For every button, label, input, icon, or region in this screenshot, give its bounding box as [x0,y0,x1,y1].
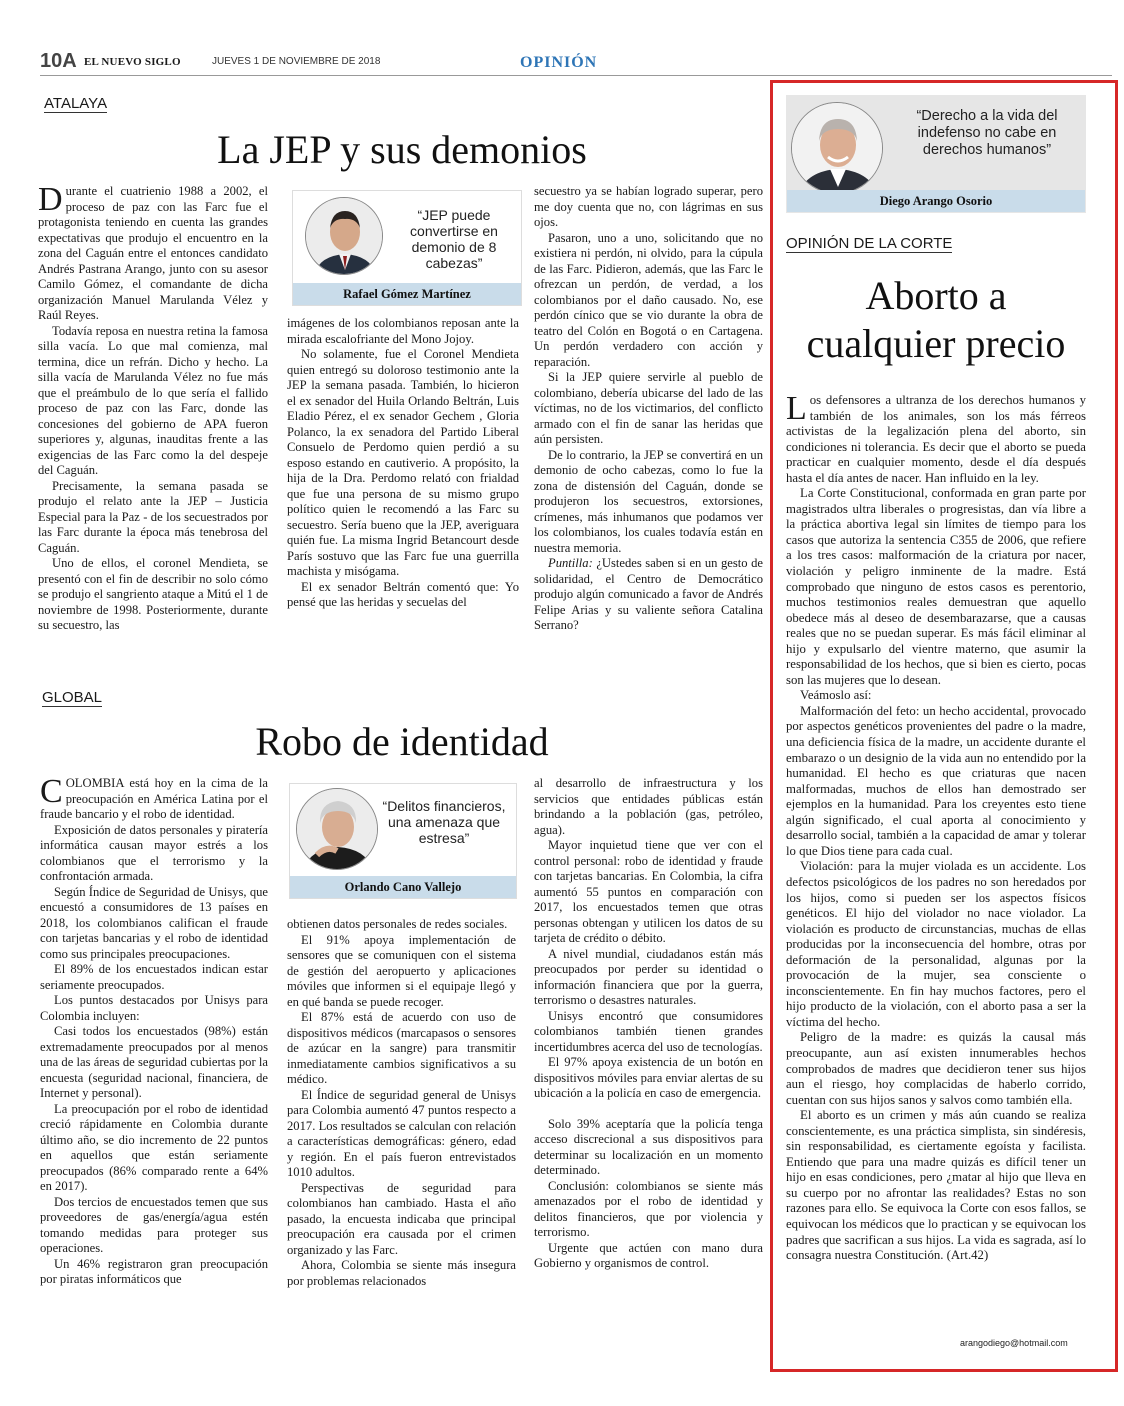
global-col3-p3: A nivel mundial, ciudadanos están más preocupados por perder su identidad o información financiera que por la guerra, terrorismo o desastres naturales. [534,946,763,1007]
atalaya-headline: La JEP y sus demonios [217,127,587,172]
author-photo-gomez [305,197,383,275]
global-column-2 [287,917,516,1289]
corte-author: Diego Arango Osorio [787,190,1085,212]
corte-pull-quote-box [786,95,1086,213]
atalaya-col1-p4: Uno de ellos, el coronel Mendieta, se presentó con el fin de describir no solo cómo se produjo el sangriento ataque a Mitú el 1 de noviembre de 1998. Posteriormente, durante su secuestro, las [38,556,268,632]
atalaya-col2-p2: No solamente, fue el Coronel Mendieta quien entregó su doloroso testimonio ante la JEP la semana pasada. También, lo hicieron el ex senador del Huila Orlando Beltrán, Luis Eladio Pérez, el ex senador Gechem , Gloria Polanco, la ex senadora del Partido Liberal Consuelo de Perdomo quien perdió a su esposo estando en cautiverio. A propósito, la hija de la Dra. Perdomo relató con frialdad que fue una persona de su mismo grupo político quien le recomendó a las Farc su secuestro. Sería bueno que la JEP, averiguara quién fue. La misma Ingrid Betancourt desde París sostuvo que las Farc fue una guerrilla machista y misógama. [287,347,519,578]
section-title: OPINIÓN [520,54,598,71]
global-col3-p5: El 97% apoya existencia de un botón en dispositivos móviles para enviar alertas de su ubicación a la policía en caso de emergencia. [534,1055,763,1100]
global-col2-p1: obtienen datos personales de redes sociales. [287,917,508,931]
corte-headline [780,272,1092,368]
atalaya-col3-p5: ¿Ustedes saben si en un gesto de solidaridad, el Centro de Democrático produjo algún comunicado a favor de Andrés Felipe Arias y su valiente señora Catalina Serrano? [534,556,763,632]
corte-headline-line-1: Aborto a [865,273,1007,318]
global-col1-p8: Dos tercios de encuestados temen que sus proveedores de gas/energía/agua estén tomando medidas para proteger sus operaciones. [40,1194,268,1255]
global-col1-p3: Según Índice de Seguridad de Unisys, que encuestó a consumidores de 13 países en 2018, los colombianos califican el fraude con tarjetas bancarias y el robo de identidad como sus principales preocupaciones. [40,884,268,961]
global-col2-p2: El 91% apoya implementación de sensores que se comuniquen con el sistema de gestión del aeropuerto y aplicaciones móviles que informen si el equipaje llegó y en qué banda se puede recoger. [287,932,516,1009]
atalaya-column-3 [534,184,763,634]
atalaya-col1-p3: Precisamente, la semana pasada se produjo el relato ante la JEP – Justicia Especial para la Paz - de los secuestrados por las Farc durante la época más tenebrosa del Caguán. [38,478,268,555]
global-author: Orlando Cano Vallejo [290,876,516,898]
global-col1-p4: El 89% de los encuestados indican estar seriamente preocupados. [40,962,268,992]
corte-dropcap: L [786,390,807,427]
atalaya-puntilla-label: Puntilla: [548,556,593,570]
global-col3-p4: Unisys encontró que consumidores colombianos también tienen grandes incertidumbres acerca del uso de tecnologías. [534,1008,763,1054]
atalaya-col3-p4: De lo contrario, la JEP se convertirá en un demonio de ocho cabezas, como lo fue la zona de distensión del Caguán, donde se produjeron los secuestros, extorsiones, crímenes, más inhumanos que podamos ver los colombianos, los cuales todavía están en nuestra memoria. [534,447,763,555]
atalaya-column-1 [38,181,268,634]
corte-headline-line-2: cualquier precio [806,321,1066,366]
global-pull-quote-box [289,783,517,899]
corte-p5: Violación: para la mujer violada es un accidente. Los defectos psicológicos de los padres no son heredados por los hijos, como si pueden ser los aspectos físicos genéticos. El hijo del violador no nace violador. La violación es producto de circunstancias, muchas de ellas producidas por la inconsecuencia del hombre, otras por deformación de la personalidad, algunas por la provocación de la mujer, sea consciente o inconscientemente. En fin hay muchos factores, pero el hijo producto de la violación, con el aborto pasa a ser la víctima del hecho. [786,859,1086,1029]
corte-kicker: OPINIÓN DE LA CORTE [786,235,953,252]
corte-p4: Malformación del feto: un hecho accidental, provocado por aspectos genéticos provenientes del padre o la madre, una deficiencia física de la madre, un accidente durante el embarazo o un designio de la vida aun no entendido por la humanidad. El hecho es que criaturas que nacen malformadas, muchos de ellos han demostrado ser ejemplos en la humanidad. Para los creyentes esto tiene algún significado, el cual aporta al conocimiento y desarrollo social, también a la capacidad de amar y tolerar lo que Dios tiene para cada cual. [786,703,1086,858]
global-col1-p9: Un 46% registraron gran preocupación por piratas informáticos que [40,1256,268,1286]
global-dropcap: C [40,773,63,810]
atalaya-dropcap: D [38,181,63,218]
atalaya-col2-p3: El ex senador Beltrán comentó que: Yo pensé que las heridas y secuelas del [287,579,519,609]
atalaya-column-2 [287,316,519,611]
global-col3-p7: Conclusión: colombianos se siente más amenazados por el robo de identidad y delitos financieros, que por violencia y terrorismo. [534,1178,763,1239]
global-column-1 [40,773,268,1288]
atalaya-author: Rafael Gómez Martínez [293,283,521,305]
global-col1-p7: La preocupación por el robo de identidad creció rápidamente en Colombia durante último año, se dio incremento de 22 puntos en aquellos que están seriamente preocupados (86% comparado rente a 64% en 2017). [40,1101,268,1193]
corte-column [786,390,1086,1264]
corte-p1: os defensores a ultranza de los derechos humanos y también de los animales, son los más férreos activistas de la legalización plena del aborto, sin condiciones ni tolerancia. Es decir que el aborto se pueda practicar en cualquier momento, desde el día después hasta el día antes de nacer. Han influido en la ley. [786,393,1086,485]
atalaya-quote: “JEP puede convertirse en demonio de 8 cabezas” [410,207,498,271]
global-col2-p6: Ahora, Colombia se siente más insegura por problemas relacionados [287,1258,516,1288]
author-email[interactable]: arangodiego@hotmail.com [960,1338,1068,1348]
global-column-3 [534,776,763,1272]
page-number: 10A [40,50,77,72]
author-photo-arango [791,102,883,194]
global-col3-p1: al desarrollo de infraestructura y los servicios que entidades públicas están brindando a la población (gas, petróleo, agua). [534,776,763,837]
atalaya-col3-p2: Pasaron, uno a uno, solicitando que no existiera ni perdón, ni olvido, para la cúpula de las Farc. Pidieron, además, que las Farc le ofrezcan un perdón, de verdad, a los colombianos por el daño causado. No, ese perdón cínico que se vio durante la obra de teatro del Colón en Bogotá o en Cartagena. Un perdón verdadero con acción y reparación. [534,230,763,369]
global-col1-p1: OLOMBIA está hoy en la cima de la preocupación en América Latina por el fraude bancario y el robo de identidad. [40,776,268,821]
global-col1-p5: Los puntos destacados por Unisys para Colombia incluyen: [40,993,268,1023]
global-col3-p2: Mayor inquietud tiene que ver con el control personal: robo de identidad y fraude con tarjetas bancarias. En Colombia, la cifra aumentó 55 puntos en comparación con 2017, los encuestados temen que otras personas obtengan y utilicen los datos de su tarjeta de crédito o débito. [534,838,763,945]
global-col2-p3: El 87% está de acuerdo con uso de dispositivos médicos (marcapasos o sensores de azúcar en la sangre) para transmitir inmediatamente cambios significativos a su médico. [287,1010,516,1086]
global-kicker: GLOBAL [42,689,103,706]
atalaya-col1-p1: urante el cuatrienio 1988 a 2002, el proceso de paz con las Farc fue el protagonista teniendo en cuenta las grandes expectativas que produjo el encuentro en la zona del Caguán entre el entonces candidato Andrés Pastrana Arango, junto con su asesor Camilo Gómez, el comandante de dicha organización Manuel Marulanda Vélez y Raúl Reyes. [38,184,268,322]
atalaya-pull-quote-box [292,190,522,306]
atalaya-col3-p1: secuestro ya se habían logrado superar, pero me doy cuenta que no, con lágrimas en sus ojos. [534,184,763,229]
newspaper-name: EL NUEVO SIGLO [84,56,181,68]
corte-p6: Peligro de la madre: es quizás la causal más preocupante, aun así existen innumerables hechos comprobados de madres que decidieron tener sus hijos aun el riesgo, hoy complacidas de haberlo corrido, cuentan con sus hijos sanos y salvos como también ella. [786,1030,1086,1107]
atalaya-kicker: ATALAYA [44,95,108,112]
global-col1-p6: Casi todos los encuestados (98%) están extremadamente preocupados por al menos una de las áreas de seguridad cubiertas por la encuesta (seguridad nacional, financiera, de Internet y personal). [40,1024,268,1100]
corte-quote: “Derecho a la vida del indefenso no cabe en derechos humanos” [916,108,1058,158]
global-col3-p6: Solo 39% aceptaría que la policía tenga acceso discrecional a sus dispositivos para determinar su localización en un momento determinado. [534,1116,763,1177]
atalaya-col1-p2: Todavía reposa en nuestra retina la famosa silla vacía. Lo que mal comienza, mal termina, dice un refrán. Dicho y hecho. La silla vacía de Marulanda Vélez no fue más que el preámbulo de lo que sería el fallido proceso de paz con las Farc, donde las concesiones del gobierno de APA fueron superiores y, algunas, inauditas frente a las exigencias de las Farc como la del despeje del Caguán. [38,323,268,477]
global-col3-p8: Urgente que actúen con mano dura Gobierno y organismos de control. [534,1240,763,1270]
global-col2-p4: El Índice de seguridad general de Unisys para Colombia aumentó 47 puntos respecto a 2017. Los resultados se calculan con relación a características demográficas: género, edad y región. En el país fueron entrevistados 1010 adultos. [287,1087,516,1179]
corte-p7: El aborto es un crimen y más aún cuando se realiza conscientemente, es una práctica simplista, sin sindéresis, sin responsabilidad, es ciertamente egoísta y facilista. Entiendo que para una madre quizás es difícil tener un hijo en esas condiciones, pero ¿matar al hijo que lleva en su cuerpo por no afrontar las realidades? Estas no son razones para ello. Se equivoca la Corte con esos fallos, se equivocan los médicos que lo practican y se equivocan los padres que sacrifican a sus hijos. La vida es sagrada, así lo consagra nuestra Constitución. (Art.42) [786,1108,1086,1263]
global-quote: “Delitos financieros, una amenaza que estresa” [382,798,506,846]
atalaya-col3-p3: Si la JEP quiere servirle al pueblo de colombiano, debería ubicarse del lado de las víctimas, no de los victimarios, del conflicto armado con el fin de sanar las heridas que aún persisten. [534,370,763,446]
corte-p3: Veámoslo así: [800,688,872,703]
author-photo-cano [296,788,378,870]
global-col1-p2: Exposición de datos personales y piratería informática causan mayor estrés a los colombianos que el terrorismo y la confrontación armada. [40,822,268,883]
issue-date: JUEVES 1 DE NOVIEMBRE DE 2018 [212,56,381,67]
global-headline: Robo de identidad [255,719,549,764]
masthead [40,50,1112,76]
corte-p2: La Corte Constitucional, conformada en gran parte por magistrados ultra liberales o progresistas, dan vía libre a la práctica abortiva legal sin límites de tiempo para los casos que autoriza la sentencia C355 de 2006, que refiere a los tres casos: malformación de la criatura por nacer, violación y peligro inminente de la madre. Está comprobado que ninguno de estos casos es perentorio, muchos testimonios reales demuestran que aquello obedece más al deseo de desembarazarse, que a causas reales que no se puedan superar. Es más fácil eliminar al hijo y expulsarlo del vientre materno, que asumir la responsabilidad de los hechos, que si bien es cierto, pocas son las mujeres que lo desean. [786,486,1086,687]
atalaya-col2-p1: imágenes de los colombianos reposan ante la mirada escalofriante del Mono Jojoy. [287,316,519,346]
global-col2-p5: Perspectivas de seguridad para colombianos han cambiado. Hasta el año pasado, la encuesta indicaba que principal preocupación era causada por el crimen organizado y las Farc. [287,1180,516,1257]
